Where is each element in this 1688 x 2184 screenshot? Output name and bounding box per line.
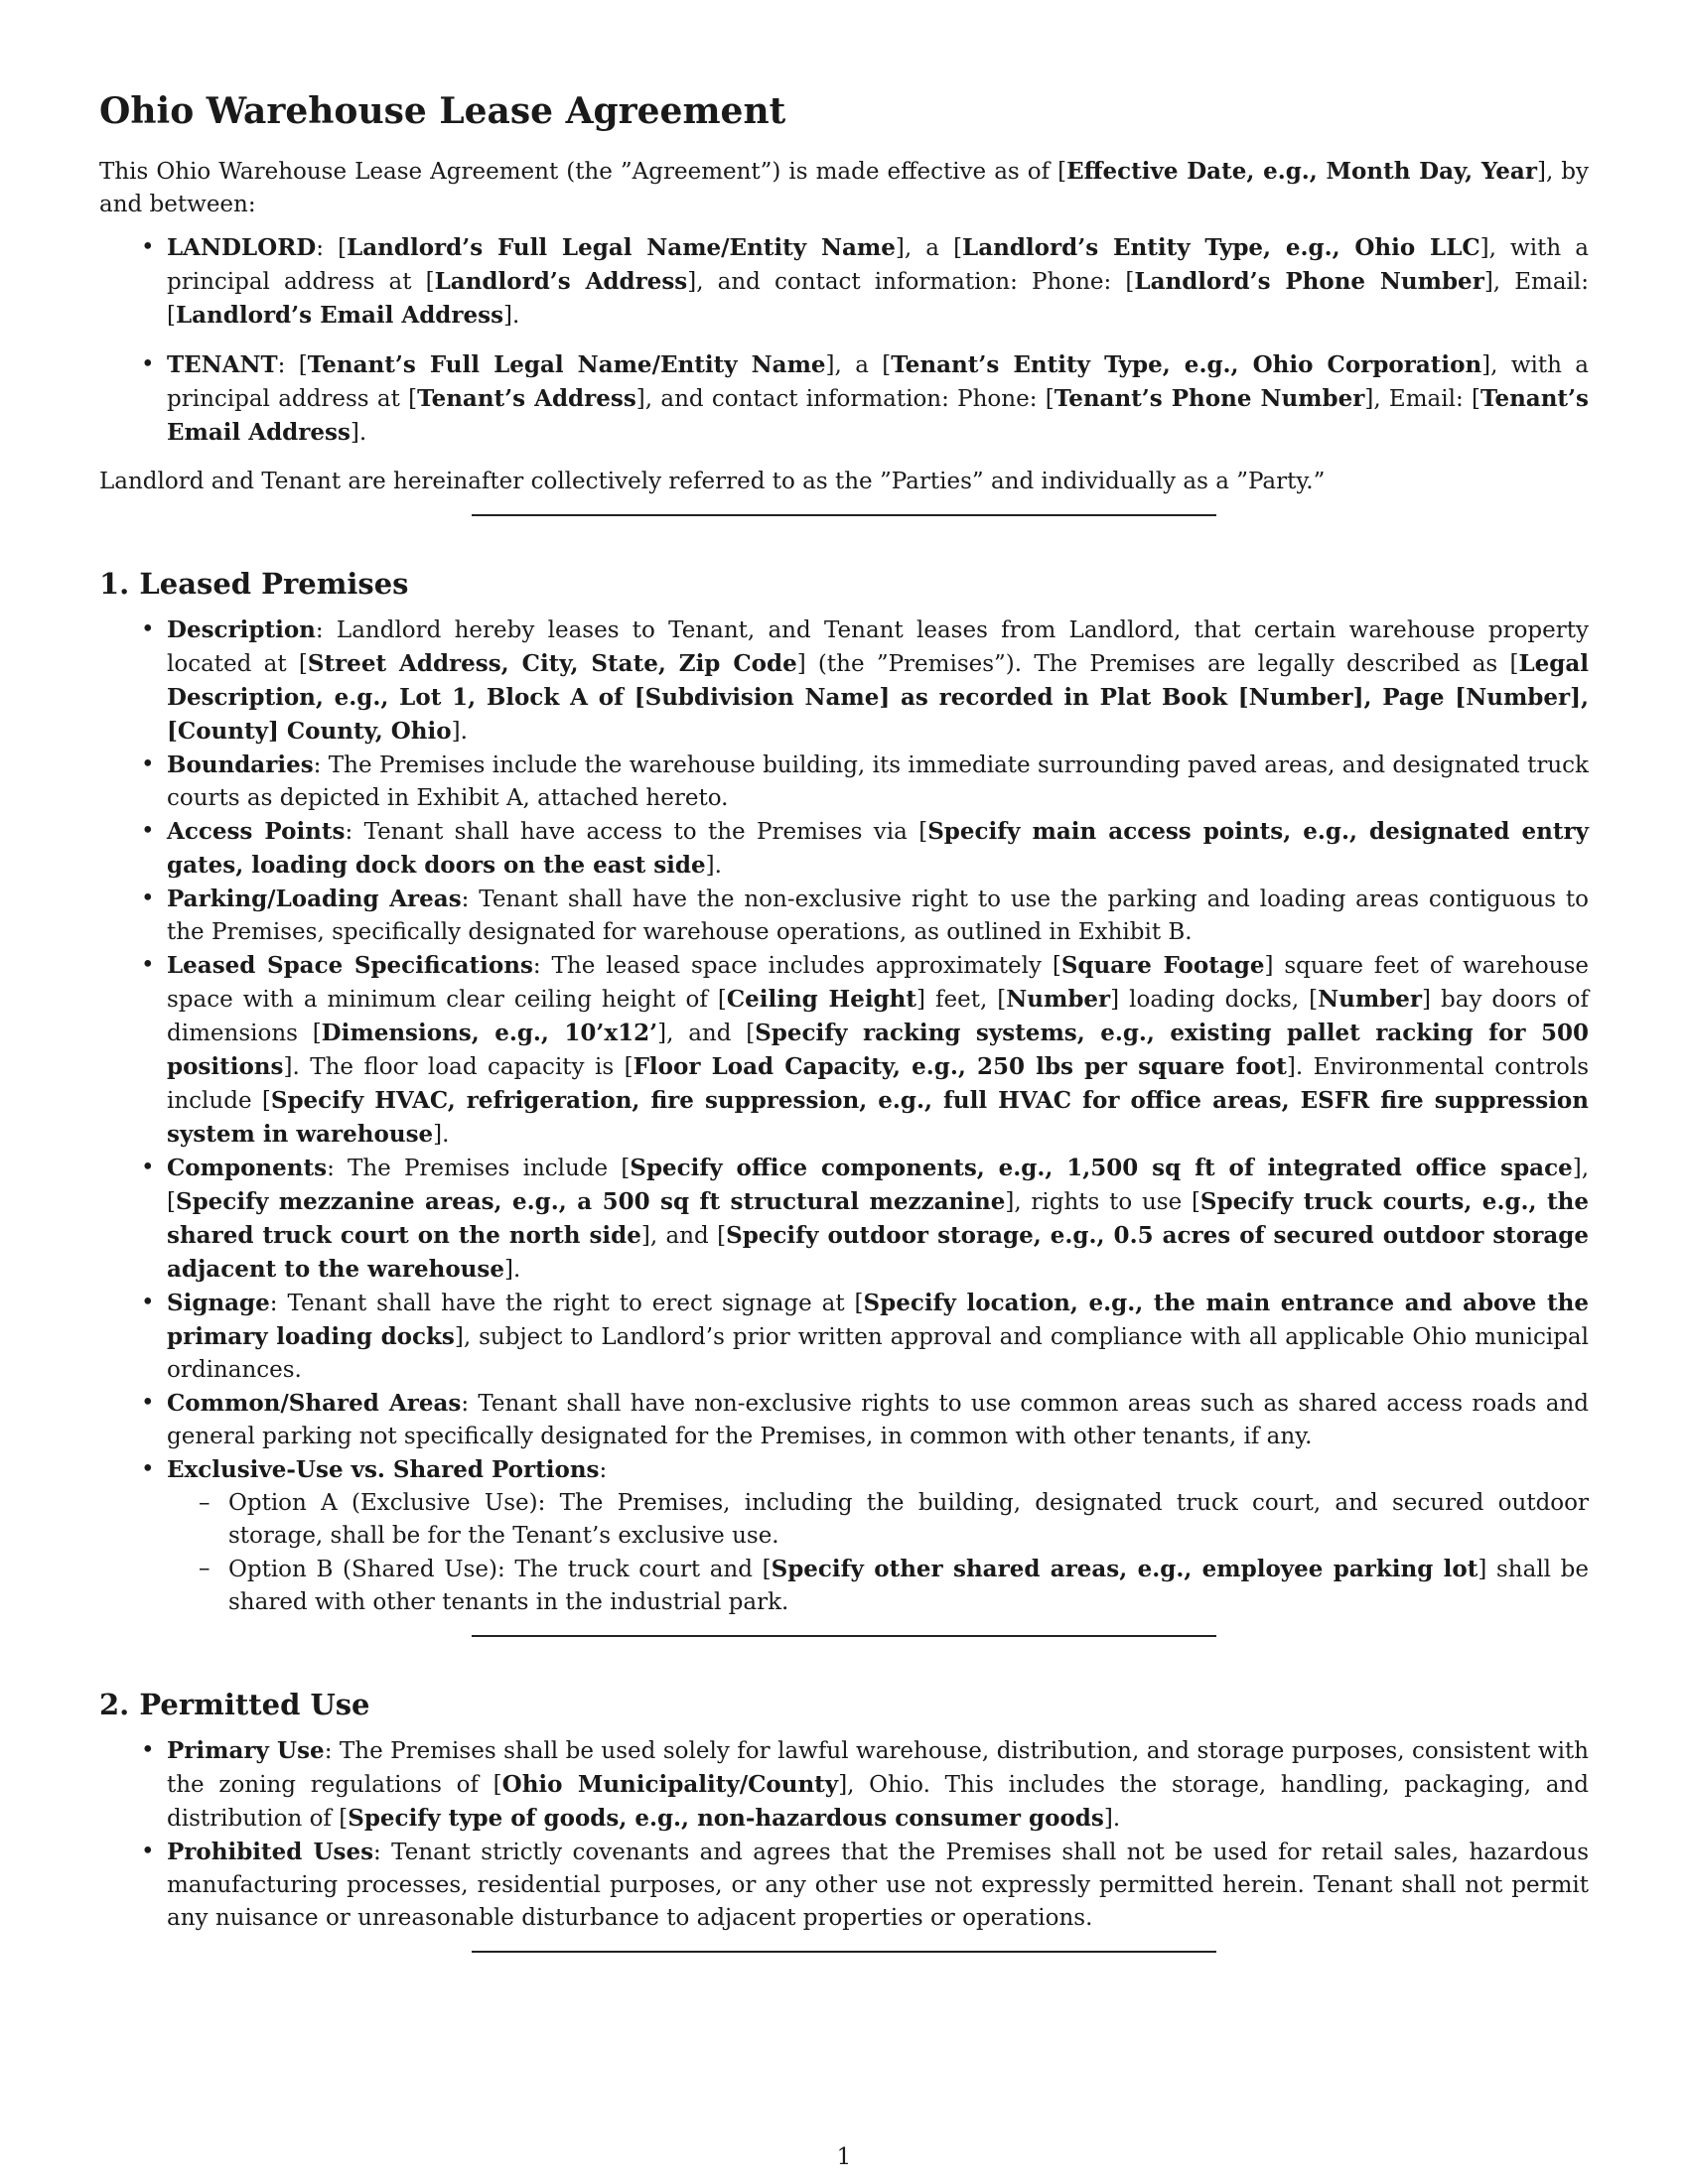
page-number: 1 (836, 2144, 852, 2170)
space-specifications-item: • Leased Space Specifications: The leased space includes approximately [Square Footage] square feet of warehouse space with a minimum clear ceiling height of [Ceiling Height] feet, [Number] loading docks, [Number] bay doors of dimensions [Dimensions, e.g., 10’x12’], and [Specify racking systems, e.g., existing pallet racking for 500 positions]. The floor load capacity is [Floor Load Capacity, e.g., 250 lbs per square foot]. Environmental controls include [Specify HVAC, refrigeration, fire suppression, e.g., full HVAC for office areas, ESFR fire suppression system in warehouse]. (167, 949, 1589, 1152)
section-divider (472, 1951, 1216, 1953)
permitted-use-list (99, 1734, 1589, 1935)
primary-use-item: • Primary Use: The Premises shall be used solely for lawful warehouse, distribution, and storage purposes, consistent with the zoning regulations of [Ohio Municipality/County], Ohio. This includes the storage, handling, packaging, and distribution of [Specify type of goods, e.g., non-hazardous consumer goods]. (167, 1734, 1589, 1836)
tenant-item: • TENANT: [Tenant’s Full Legal Name/Entity Name], a [Tenant’s Entity Type, e.g., Ohio Corporation], with a principal address at [Tenant’s Address], and contact information: Phone: [Tenant’s Phone Number], Email: [Tenant’s Email Address]. (167, 348, 1589, 450)
prohibited-uses-item: • Prohibited Uses: Tenant strictly covenants and agrees that the Premises shall not be used for retail sales, hazardous manufacturing processes, residential purposes, or any other use not expressly permitted herein. Tenant shall not permit any nuisance or unreasonable disturbance to adjacent properties or operations. (167, 1836, 1589, 1935)
common-areas-item: • Common/Shared Areas: Tenant shall have non-exclusive rights to use common areas such as shared access roads and general parking not specifically designated for the Premises, in common with other tenants, if any. (167, 1387, 1589, 1453)
option-b-item: – Option B (Shared Use): The truck court and [Specify other shared areas, e.g., employee parking lot] shall be shared with other tenants in the industrial park. (228, 1553, 1589, 1619)
document-title: Ohio Warehouse Lease Agreement (99, 90, 786, 132)
components-item: • Components: The Premises include [Specify office components, e.g., 1,500 sq ft of integrated office space], [Specify mezzanine areas, e.g., a 500 sq ft structural mezzanine], rights to use [Specify truck courts, e.g., the shared truck court on the north side], and [Specify outdoor storage, e.g., 0.5 acres of secured outdoor storage adjacent to the warehouse]. (167, 1152, 1589, 1287)
section-heading: 1. Leased Premises (99, 567, 409, 601)
signage-item: • Signage: Tenant shall have the right to erect signage at [Specify location, e.g., the main entrance and above the primary loading docks], subject to Landlord’s prior written approval and compliance with all applicable Ohio municipal ordinances. (167, 1287, 1589, 1387)
parking-loading-item: • Parking/Loading Areas: Tenant shall have the non-exclusive right to use the parking and loading areas contiguous to the Premises, specifically designated for warehouse operations, as outlined in Exhibit B. (167, 883, 1589, 949)
section-permitted-use (99, 1685, 1589, 1935)
document-body (99, 87, 1589, 1953)
intro-paragraph: This Ohio Warehouse Lease Agreement (the ”Agreement”) is made effective as of [Effective Date, e.g., Month Day, Year], by and between: (99, 158, 1589, 217)
parties-closing: Landlord and Tenant are hereinafter collectively referred to as the ”Parties” and individually as a ”Party.” (99, 469, 1326, 494)
exclusive-options-list (167, 1487, 1589, 1619)
section-divider (472, 1635, 1216, 1637)
section-leased-premises (99, 564, 1589, 1619)
boundaries-item: • Boundaries: The Premises include the warehouse building, its immediate surrounding paved areas, and designated truck courts as depicted in Exhibit A, attached hereto. (167, 749, 1589, 815)
access-points-item: • Access Points: Tenant shall have access to the Premises via [Specify main access points, e.g., designated entry gates, loading dock doors on the east side]. (167, 815, 1589, 883)
parties-list (99, 231, 1589, 450)
section-divider (472, 514, 1216, 516)
option-a-item: – Option A (Exclusive Use): The Premises, including the building, designated truck court, and secured outdoor storage, shall be for the Tenant’s exclusive use. (228, 1487, 1589, 1553)
landlord-item: • LANDLORD: [Landlord’s Full Legal Name/Entity Name], a [Landlord’s Entity Type, e.g., Ohio LLC], with a principal address at [Landlord’s Address], and contact information: Phone: [Landlord’s Phone Number], Email: [Landlord’s Email Address]. (167, 231, 1589, 333)
section-heading: 2. Permitted Use (99, 1688, 370, 1721)
exclusive-shared-item: • Exclusive-Use vs. Shared Portions: – Option A (Exclusive Use): The Premises, including the building, designated truck court, and secured outdoor storage, shall be for the Tenant’s exclusive use. – Option B (Shared Use): The truck court and [Specify other shared areas, e.g., employee parking lot] shall be shared with other tenants in the industrial park. (167, 1453, 1589, 1619)
premises-list (99, 614, 1589, 1619)
description-item: • Description: Landlord hereby leases to Tenant, and Tenant leases from Landlord, that certain warehouse property located at [Street Address, City, State, Zip Code] (the ”Premises”). The Premises are legally described as [Legal Description, e.g., Lot 1, Block A of [Subdivision Name] as recorded in Plat Book [Number], Page [Number], [County] County, Ohio]. (167, 614, 1589, 749)
